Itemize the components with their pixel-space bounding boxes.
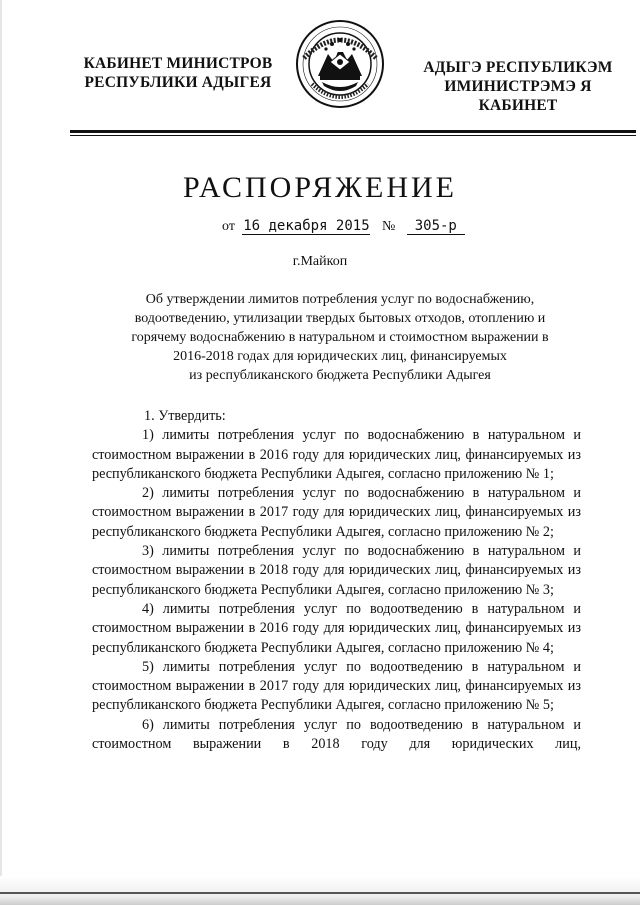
coat-of-arms-icon	[292, 18, 388, 110]
subject-line: из республиканского бюджета Республики Адыгея	[189, 368, 491, 383]
subject-line: горячему водоснабжению в натуральном и стоимостном выражении в	[131, 330, 549, 345]
number-label: №	[381, 219, 396, 234]
document-subject	[90, 290, 590, 385]
org-name-adyghe-line1: АДЫГЭ РЕСПУБЛИКЭМ	[423, 59, 613, 76]
date-number-line	[222, 218, 465, 240]
org-name-russian	[78, 54, 278, 92]
header-divider-thick	[70, 130, 636, 133]
document-body	[92, 407, 581, 754]
document-title: РАСПОРЯЖЕНИЕ	[182, 171, 458, 204]
org-name-adyghe	[404, 58, 632, 115]
document-date: 16 декабря 2015	[243, 218, 370, 234]
subject-line: Об утверждении лимитов потребления услуг по водоснабжению,	[145, 292, 535, 307]
subject-line: 2016-2018 годах для юридических лиц, финансируемых	[173, 349, 507, 364]
header-divider-thin	[70, 135, 636, 136]
body-item-2: 2) лимиты потребления услуг по водоснабжению в натуральном и стоимостном выражении в 2017 году для юридических лиц, финансируемых из республиканского бюджета Республики Адыгея, согласно приложению № 2;	[92, 485, 581, 540]
scan-edge-left	[0, 0, 2, 905]
org-name-russian-line2: РЕСПУБЛИКИ АДЫГЕЯ	[84, 74, 272, 91]
org-name-adyghe-line2: ИМИНИСТРЭМЭ Я КАБИНЕТ	[444, 78, 592, 114]
body-item-3: 3) лимиты потребления услуг по водоснабжению в натуральном и стоимостном выражении в 2018 году для юридических лиц, финансируемых из республиканского бюджета Республики Адыгея, согласно приложению № 3;	[92, 543, 581, 598]
org-name-russian-line1: КАБИНЕТ МИНИСТРОВ	[83, 55, 273, 72]
date-prefix: от	[222, 219, 235, 234]
document-number: 305-р	[407, 218, 465, 235]
body-item-5: 5) лимиты потребления услуг по водоотведению в натуральном и стоимостном выражении в 2017 году для юридических лиц, финансируемых из республиканского бюджета Республики Адыгея, согласно приложению № 5;	[92, 658, 581, 714]
body-item-6: 6) лимиты потребления услуг по водоотведению в натуральном и стоимостном выражении в 2018 году для юридических лиц,	[92, 716, 581, 753]
scan-bottom-line	[0, 892, 640, 894]
body-item-4: 4) лимиты потребления услуг по водоотведению в натуральном и стоимостном выражении в 2016 году для юридических лиц, финансируемых из республиканского бюджета Республики Адыгея, согласно приложению № 4;	[92, 600, 581, 656]
scan-bottom-edge	[0, 876, 640, 905]
body-item-1: 1) лимиты потребления услуг по водоснабжению в натуральном и стоимостном выражении в 2016 году для юридических лиц, финансируемых из республиканского бюджета Республики Адыгея, согласно приложению № 1;	[92, 427, 581, 482]
subject-line: водоотведению, утилизации твердых бытовых отходов, отоплению и	[134, 311, 546, 326]
body-intro: 1. Утвердить:	[144, 408, 226, 424]
city: г.Майкоп	[292, 254, 348, 269]
